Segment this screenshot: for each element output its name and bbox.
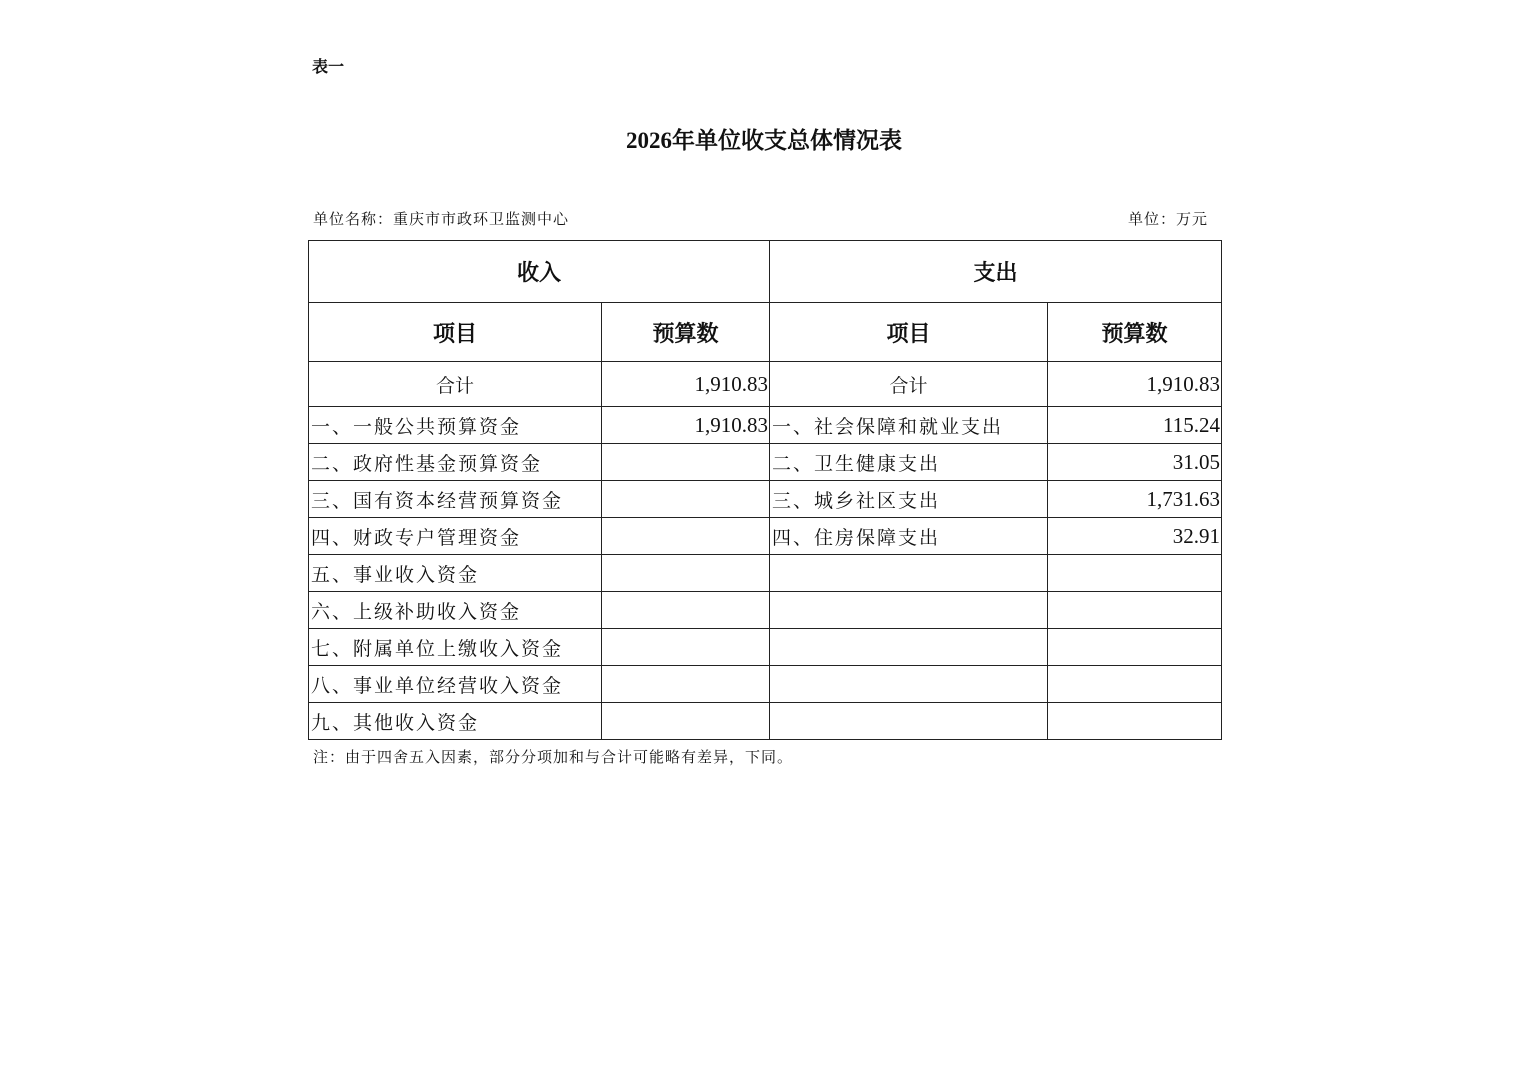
section-header-row xyxy=(309,241,1222,303)
footnote: 注：由于四舍五入因素，部分分项加和与合计可能略有差异，下同。 xyxy=(313,748,794,766)
income-item: 四、财政专户管理资金 xyxy=(309,518,602,555)
expense-value: 115.24 xyxy=(1048,407,1222,444)
total-row xyxy=(309,362,1222,407)
budget-table xyxy=(308,240,1222,740)
expense-total-value: 1,910.83 xyxy=(1048,362,1222,407)
income-value xyxy=(602,592,770,629)
income-value xyxy=(602,481,770,518)
income-value xyxy=(602,629,770,666)
income-item: 六、上级补助收入资金 xyxy=(309,592,602,629)
currency-unit: 单位：万元 xyxy=(1128,210,1209,228)
column-header-row xyxy=(309,303,1222,362)
income-item: 八、事业单位经营收入资金 xyxy=(309,666,602,703)
expense-value xyxy=(1048,666,1222,703)
expense-item xyxy=(770,703,1048,740)
page-title: 2026年单位收支总体情况表 xyxy=(626,128,902,153)
income-value: 1,910.83 xyxy=(602,407,770,444)
table-row xyxy=(309,518,1222,555)
income-header: 收入 xyxy=(309,241,770,303)
expense-value: 1,731.63 xyxy=(1048,481,1222,518)
expense-value xyxy=(1048,629,1222,666)
table-row xyxy=(309,629,1222,666)
income-item: 七、附属单位上缴收入资金 xyxy=(309,629,602,666)
expense-value: 32.91 xyxy=(1048,518,1222,555)
income-value xyxy=(602,703,770,740)
income-total-value: 1,910.83 xyxy=(602,362,770,407)
income-item: 一、一般公共预算资金 xyxy=(309,407,602,444)
income-item: 九、其他收入资金 xyxy=(309,703,602,740)
expense-item xyxy=(770,592,1048,629)
income-budget-header: 预算数 xyxy=(602,303,770,362)
table-label: 表一 xyxy=(312,57,345,76)
expense-item: 三、城乡社区支出 xyxy=(770,481,1048,518)
expense-item xyxy=(770,629,1048,666)
expense-total-label: 合计 xyxy=(770,362,1048,407)
table-row xyxy=(309,444,1222,481)
expense-item: 一、社会保障和就业支出 xyxy=(770,407,1048,444)
table-row xyxy=(309,703,1222,740)
expense-value xyxy=(1048,592,1222,629)
table-row xyxy=(309,555,1222,592)
expense-item: 二、卫生健康支出 xyxy=(770,444,1048,481)
expense-header: 支出 xyxy=(770,241,1222,303)
unit-name: 单位名称：重庆市市政环卫监测中心 xyxy=(313,210,570,228)
expense-item-header: 项目 xyxy=(770,303,1048,362)
expense-value: 31.05 xyxy=(1048,444,1222,481)
expense-item xyxy=(770,555,1048,592)
income-item-header: 项目 xyxy=(309,303,602,362)
income-item: 五、事业收入资金 xyxy=(309,555,602,592)
income-total-label: 合计 xyxy=(309,362,602,407)
table-row xyxy=(309,666,1222,703)
expense-budget-header: 预算数 xyxy=(1048,303,1222,362)
expense-item: 四、住房保障支出 xyxy=(770,518,1048,555)
income-item: 三、国有资本经营预算资金 xyxy=(309,481,602,518)
expense-item xyxy=(770,666,1048,703)
expense-value xyxy=(1048,555,1222,592)
income-value xyxy=(602,666,770,703)
income-value xyxy=(602,444,770,481)
table-row xyxy=(309,592,1222,629)
table-row xyxy=(309,481,1222,518)
income-value xyxy=(602,555,770,592)
table-row xyxy=(309,407,1222,444)
income-item: 二、政府性基金预算资金 xyxy=(309,444,602,481)
income-value xyxy=(602,518,770,555)
expense-value xyxy=(1048,703,1222,740)
